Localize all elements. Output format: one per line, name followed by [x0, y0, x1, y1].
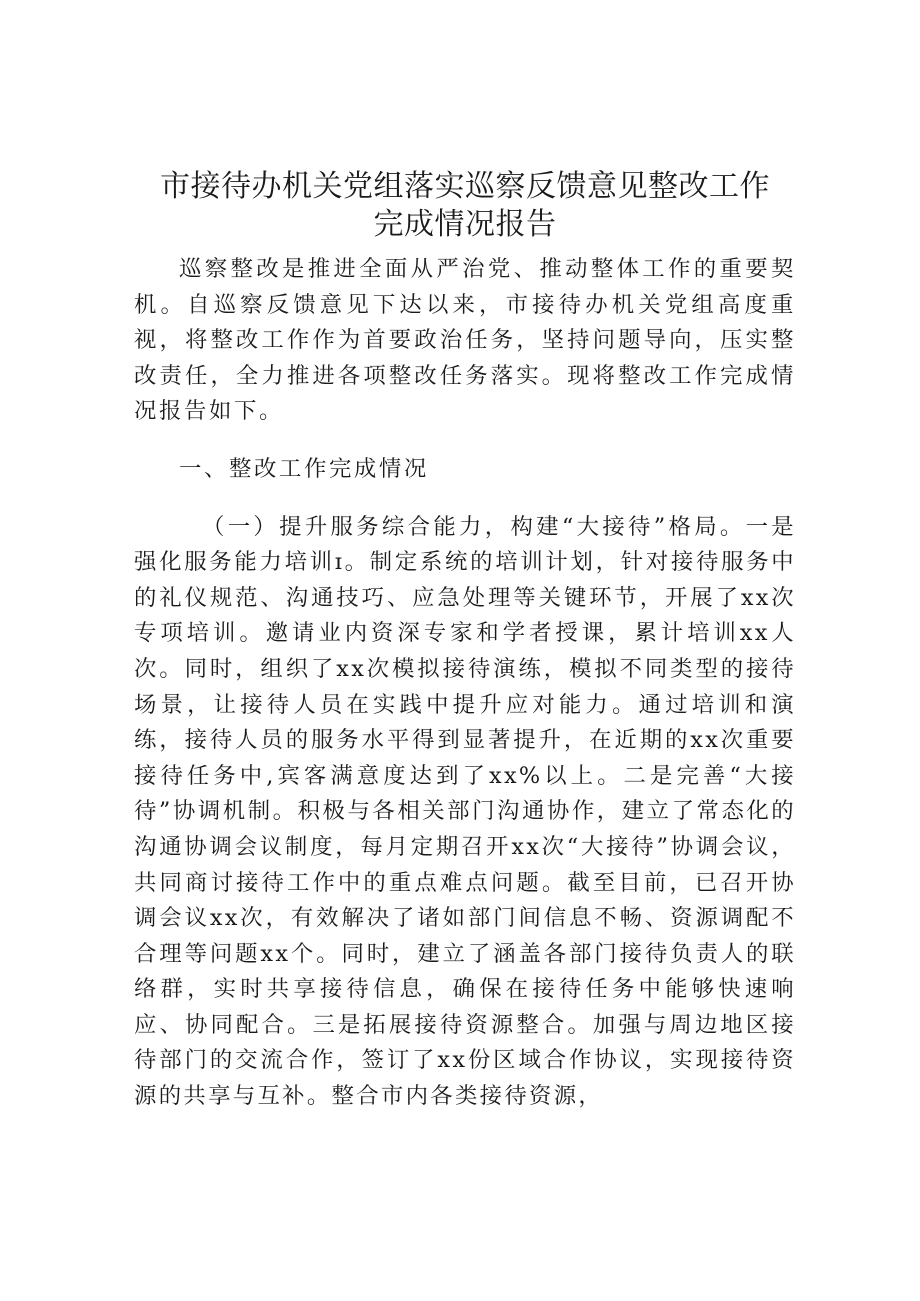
section-heading-1: 一、整改工作完成情况: [179, 455, 429, 482]
intro-paragraph: 巡察整改是推进全面从严治党、推动整体工作的重要契机。自巡察反馈意见下达以来，市接待办机关党组高度重视，将整改工作作为首要政治任务，坚持问题导向，压实整改责任，全力推进各项整改任务落实。现将整改工作完成情况报告如下。: [134, 256, 796, 425]
document-title: [134, 168, 796, 244]
title-line-1: 市接待办机关党组落实巡察反馈意见整改工作: [160, 169, 770, 204]
title-line-2: 完成情况报告: [373, 207, 557, 242]
section1-paragraph-1: （一）提升服务综合能力，构建“大接待”格局。一是强化服务能力培训ɪ。制定系统的培训计划，针对接待服务中的礼仪规范、沟通技巧、应急处理等关键环节，开展了xx次专项培训。邀请业内资深专家和学者授课，累计培训xx人次。同时，组织了xx次模拟接待演练，模拟不同类型的接待场景，让接待人员在实践中提升应对能力。通过培训和演练，接待人员的服务水平得到显著提升，在近期的xx次重要接待任务中,宾客满意度达到了xx%以上。二是完善“大接待”协调机制。积极与各相关部门沟通协作，建立了常态化的沟通协调会议制度，每月定期召开xx次“大接待”协调会议，共同商讨接待工作中的重点难点问题。截至目前，已召开协调会议xx次，有效解决了诸如部门间信息不畅、资源调配不合理等问题xx个。同时，建立了涵盖各部门接待负责人的联络群，实时共享接待信息，确保在接待任务中能够快速响应、协同配合。三是拓展接待资源整合。加强与周边地区接待部门的交流合作，签订了xx份区域合作协议，实现接待资源的共享与互补。整合市内各类接待资源，: [134, 513, 796, 1110]
